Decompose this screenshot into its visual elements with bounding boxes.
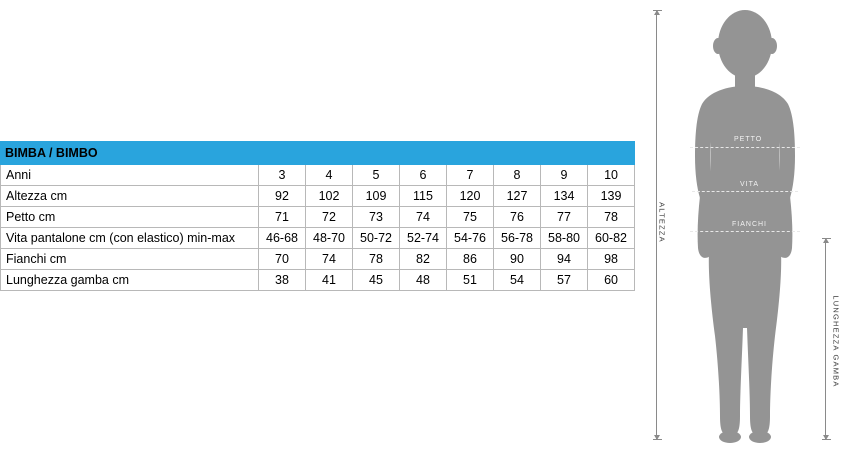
table-cell: 74 bbox=[306, 249, 353, 270]
table-cell: 98 bbox=[588, 249, 635, 270]
column-header-age-4: 4 bbox=[306, 165, 353, 186]
arrow-up-icon bbox=[823, 238, 829, 243]
table-title: BIMBA / BIMBO bbox=[1, 142, 635, 165]
column-header-age-7: 7 bbox=[447, 165, 494, 186]
table-row bbox=[1, 249, 635, 270]
column-header-age-8: 8 bbox=[494, 165, 541, 186]
table-cell: 77 bbox=[541, 207, 588, 228]
table-cell: 78 bbox=[588, 207, 635, 228]
column-header-anni: Anni bbox=[1, 165, 259, 186]
table-cell: 74 bbox=[400, 207, 447, 228]
column-header-age-5: 5 bbox=[353, 165, 400, 186]
table-cell: 41 bbox=[306, 270, 353, 291]
size-table bbox=[0, 141, 635, 291]
chest-measure-line bbox=[690, 147, 800, 148]
table-cell: 127 bbox=[494, 186, 541, 207]
table-cell: 54 bbox=[494, 270, 541, 291]
table-cell: 45 bbox=[353, 270, 400, 291]
arrow-up-icon bbox=[654, 10, 660, 15]
table-cell: 75 bbox=[447, 207, 494, 228]
column-header-age-6: 6 bbox=[400, 165, 447, 186]
table-cell: 120 bbox=[447, 186, 494, 207]
leg-length-ruler-label: LUNGHEZZA GAMBA bbox=[831, 295, 841, 388]
table-row bbox=[1, 270, 635, 291]
table-column-header-row bbox=[1, 165, 635, 186]
table-cell: 90 bbox=[494, 249, 541, 270]
size-table-container bbox=[0, 141, 635, 291]
column-header-age-9: 9 bbox=[541, 165, 588, 186]
table-cell: 92 bbox=[259, 186, 306, 207]
table-cell: 38 bbox=[259, 270, 306, 291]
table-cell: 78 bbox=[353, 249, 400, 270]
table-cell: 46-68 bbox=[259, 228, 306, 249]
table-title-row bbox=[1, 142, 635, 165]
table-cell: 48 bbox=[400, 270, 447, 291]
table-cell: 56-78 bbox=[494, 228, 541, 249]
table-cell: 58-80 bbox=[541, 228, 588, 249]
table-cell: 60-82 bbox=[588, 228, 635, 249]
table-cell: 51 bbox=[447, 270, 494, 291]
table-cell: 70 bbox=[259, 249, 306, 270]
figure-panel bbox=[640, 0, 850, 450]
table-cell: 60 bbox=[588, 270, 635, 291]
table-cell: 52-74 bbox=[400, 228, 447, 249]
hips-measure-line bbox=[690, 231, 800, 232]
hips-label: FIANCHI bbox=[732, 221, 767, 228]
table-cell: 82 bbox=[400, 249, 447, 270]
row-label: Fianchi cm bbox=[1, 249, 259, 270]
row-label: Altezza cm bbox=[1, 186, 259, 207]
row-label: Vita pantalone cm (con elastico) min-max bbox=[1, 228, 259, 249]
table-row bbox=[1, 186, 635, 207]
table-cell: 115 bbox=[400, 186, 447, 207]
table-cell: 86 bbox=[447, 249, 494, 270]
table-cell: 76 bbox=[494, 207, 541, 228]
column-header-age-10: 10 bbox=[588, 165, 635, 186]
table-cell: 94 bbox=[541, 249, 588, 270]
table-cell: 50-72 bbox=[353, 228, 400, 249]
waist-label: VITA bbox=[740, 181, 760, 188]
table-row bbox=[1, 228, 635, 249]
table-cell: 139 bbox=[588, 186, 635, 207]
table-cell: 109 bbox=[353, 186, 400, 207]
table-cell: 134 bbox=[541, 186, 588, 207]
column-header-age-3: 3 bbox=[259, 165, 306, 186]
table-cell: 73 bbox=[353, 207, 400, 228]
table-cell: 71 bbox=[259, 207, 306, 228]
waist-measure-line bbox=[692, 191, 798, 192]
row-label: Lunghezza gamba cm bbox=[1, 270, 259, 291]
table-row bbox=[1, 207, 635, 228]
arrow-down-icon bbox=[823, 435, 829, 440]
table-cell: 54-76 bbox=[447, 228, 494, 249]
table-cell: 48-70 bbox=[306, 228, 353, 249]
table-cell: 72 bbox=[306, 207, 353, 228]
height-ruler-label: ALTEZZA bbox=[657, 202, 667, 243]
row-label: Petto cm bbox=[1, 207, 259, 228]
arrow-down-icon bbox=[654, 435, 660, 440]
table-cell: 57 bbox=[541, 270, 588, 291]
chest-label: PETTO bbox=[734, 136, 763, 143]
leg-length-ruler bbox=[825, 238, 826, 440]
table-cell: 102 bbox=[306, 186, 353, 207]
